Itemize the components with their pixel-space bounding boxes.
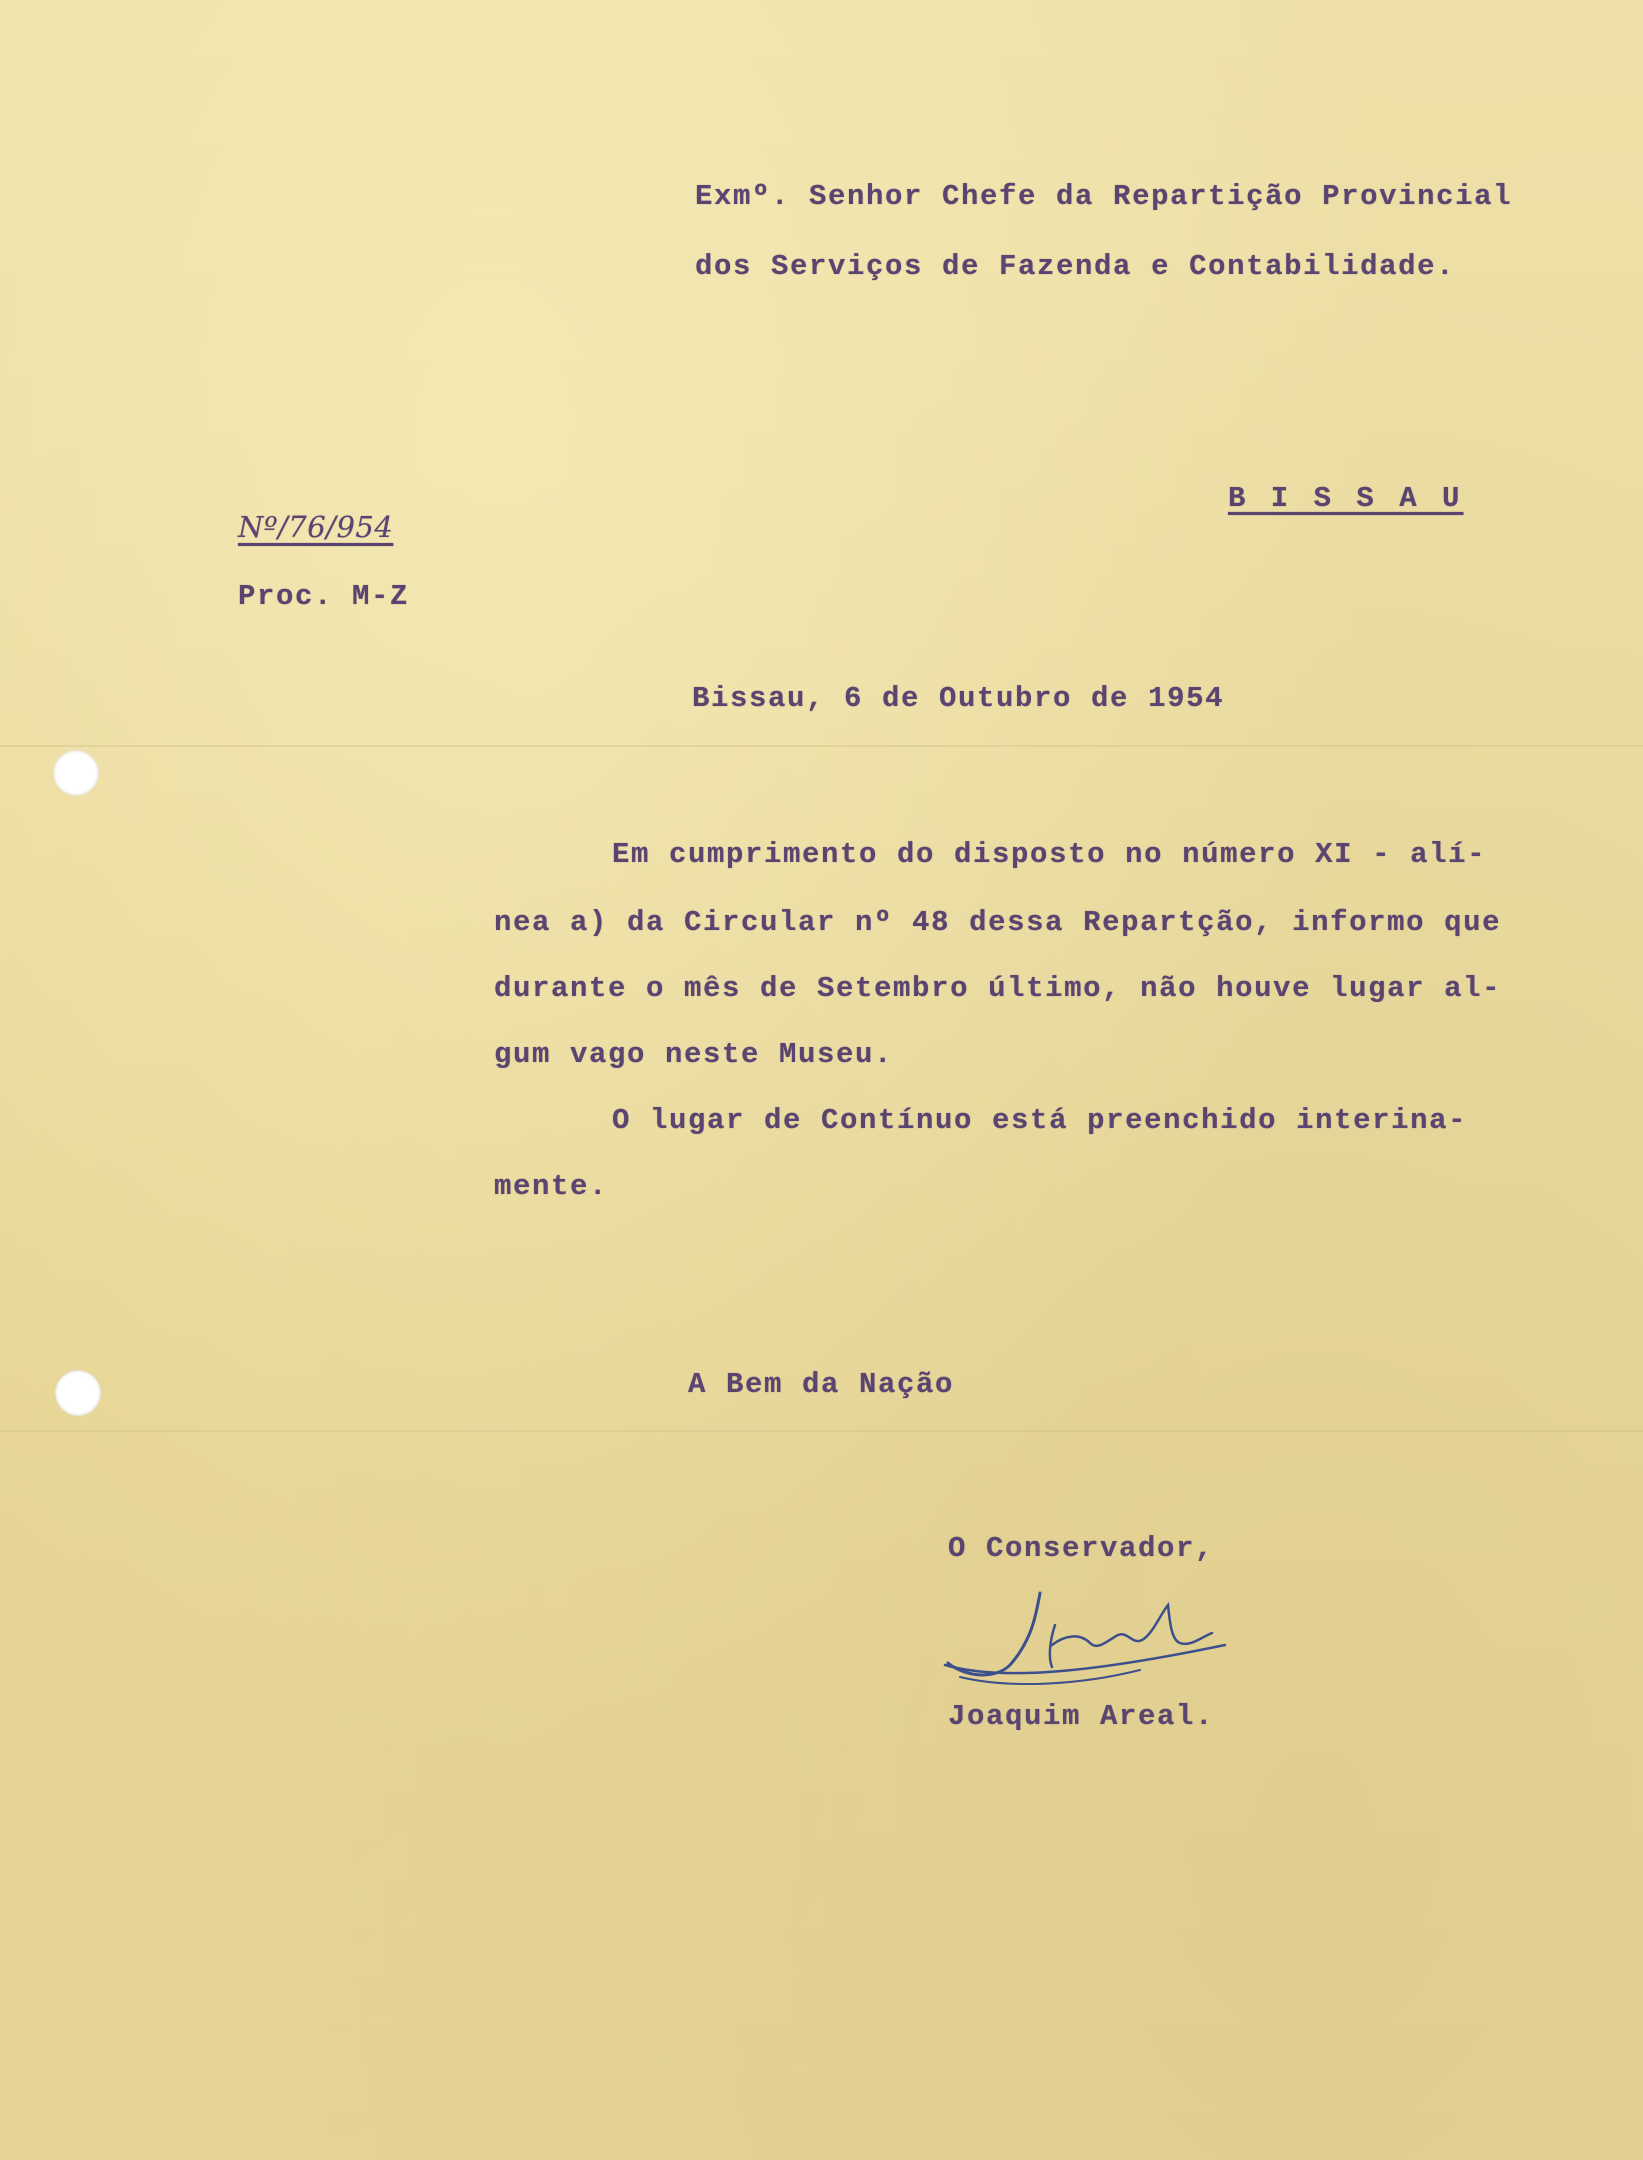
- body-line-5: O lugar de Contínuo está preenchido interina-: [612, 1104, 1468, 1137]
- addressee-line-2: dos Serviços de Fazenda e Contabilidade.: [695, 250, 1456, 283]
- reference-number: Nº/76/954: [238, 510, 394, 544]
- handwritten-signature: [940, 1585, 1230, 1695]
- body-line-6: mente.: [494, 1170, 609, 1203]
- punch-hole: [55, 1370, 101, 1416]
- body-line-1: Em cumprimento do disposto no número XI - alí-: [612, 838, 1487, 871]
- body-line-3: durante o mês de Setembro último, não houve lugar al-: [494, 972, 1502, 1005]
- signatory-title: O Conservador,: [948, 1532, 1215, 1565]
- body-line-4: gum vago neste Museu.: [494, 1038, 894, 1071]
- addressee-line-1: Exmº. Senhor Chefe da Repartição Provincial: [695, 180, 1513, 213]
- destination-heading: B I S S A U: [1228, 482, 1464, 515]
- fold-crease: [0, 745, 1643, 747]
- date-line: Bissau, 6 de Outubro de 1954: [692, 682, 1225, 715]
- fold-crease: [0, 1430, 1643, 1432]
- punch-hole: [53, 750, 99, 796]
- signatory-name: Joaquim Areal.: [948, 1700, 1215, 1733]
- body-line-2: nea a) da Circular nº 48 dessa Repartção, informo que: [494, 906, 1502, 939]
- closing-salutation: A Bem da Nação: [688, 1368, 955, 1401]
- process-code: Proc. M-Z: [238, 580, 410, 613]
